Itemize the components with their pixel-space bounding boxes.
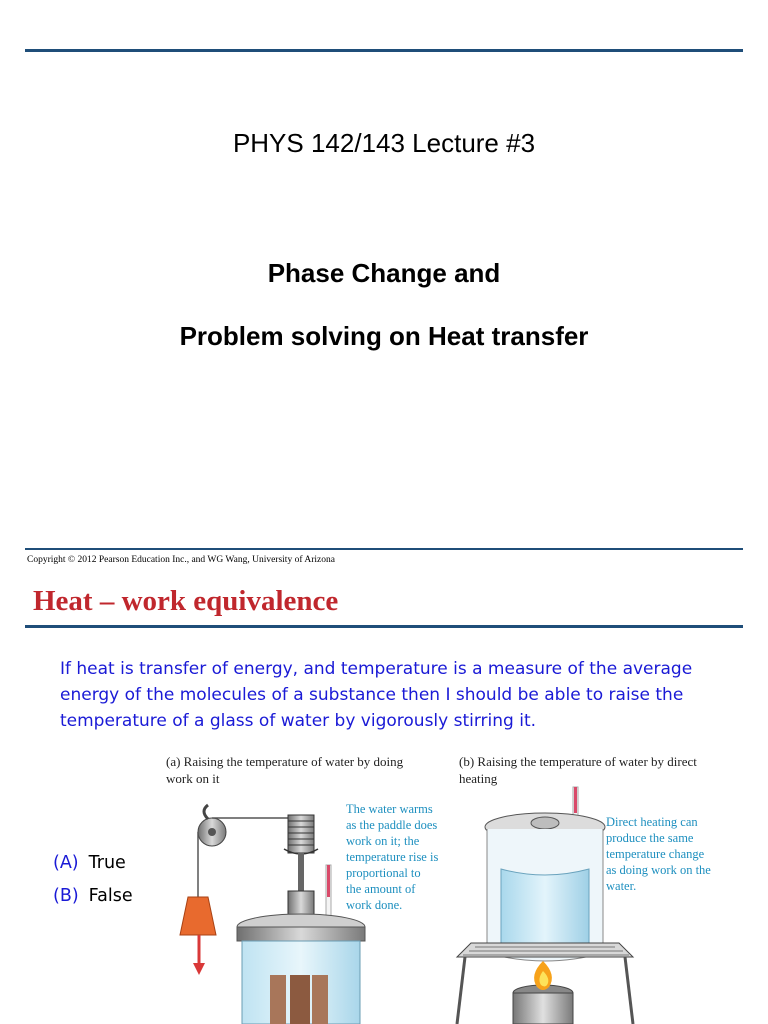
note-line: temperature change: [606, 847, 705, 861]
slide2-heading-rule: [25, 625, 743, 628]
slide1-top-rule: [25, 49, 743, 52]
note-line: The water warms: [346, 802, 433, 816]
option-text: True: [88, 853, 126, 873]
option-text: False: [88, 886, 133, 906]
caption-line: heating: [459, 771, 498, 786]
slide1-bottom-rule: [25, 548, 743, 550]
option-letter: (B): [53, 886, 79, 906]
figure-b-note: [606, 814, 746, 894]
note-line: water.: [606, 879, 637, 893]
note-line: work done.: [346, 898, 403, 912]
copyright-text: Copyright © 2012 Pearson Education Inc., and WG Wang, University of Arizona: [27, 555, 335, 565]
option-a: [53, 853, 126, 873]
note-line: work on it; the: [346, 834, 420, 848]
slide2-heading: Heat – work equivalence: [33, 585, 339, 617]
option-b: [53, 886, 133, 906]
intro-line: temperature of a glass of water by vigorously stirring it.: [60, 711, 537, 731]
figure-a-note: [346, 801, 466, 913]
figure-b-caption: [459, 753, 749, 787]
intro-paragraph: [60, 656, 750, 734]
course-title: PHYS 142/143 Lecture #3: [232, 128, 536, 158]
intro-line: energy of the molecules of a substance then I should be able to raise the: [60, 685, 684, 705]
note-line: proportional to: [346, 866, 421, 880]
caption-line: (a) Raising the temperature of water by doing: [166, 754, 404, 769]
caption-line: work on it: [166, 771, 220, 786]
note-line: the amount of: [346, 882, 416, 896]
note-line: temperature rise is: [346, 850, 439, 864]
note-line: Direct heating can: [606, 815, 698, 829]
figure-a-caption: [166, 753, 456, 787]
subtitle-line-2: Problem solving on Heat transfer: [179, 321, 589, 351]
caption-line: (b) Raising the temperature of water by direct: [459, 754, 697, 769]
option-letter: (A): [53, 853, 79, 873]
note-line: as the paddle does: [346, 818, 438, 832]
subtitle-line-1: Phase Change and: [267, 258, 501, 288]
note-line: produce the same: [606, 831, 694, 845]
note-line: as doing work on the: [606, 863, 711, 877]
intro-line: If heat is transfer of energy, and temperature is a measure of the average: [60, 659, 693, 679]
